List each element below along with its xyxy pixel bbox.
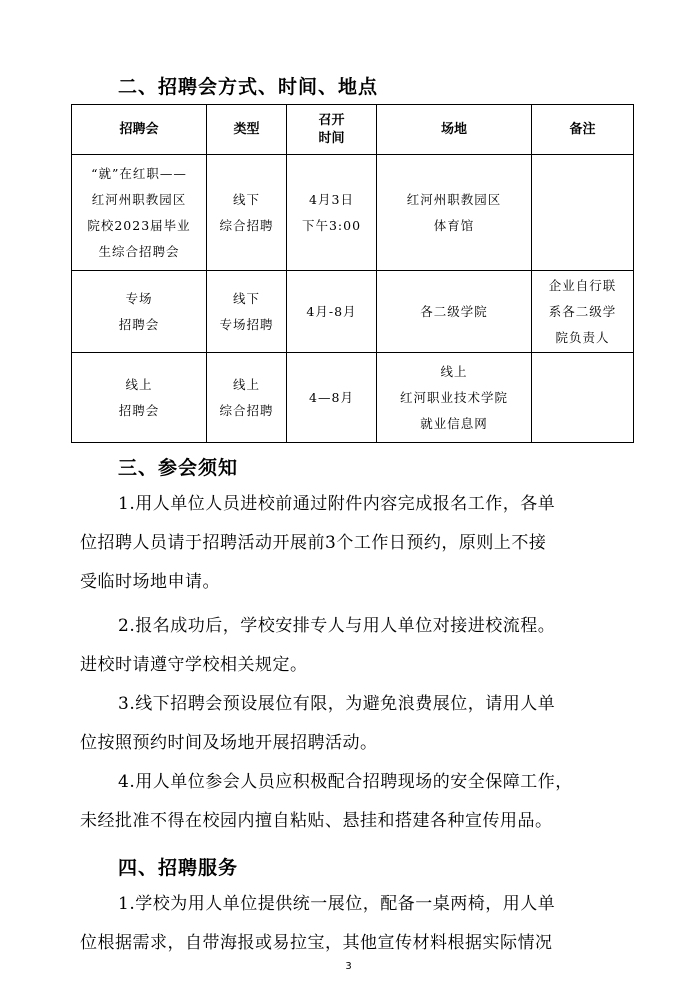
job-fair-table bbox=[71, 104, 634, 443]
table-cell: 专场 招聘会 bbox=[72, 271, 207, 353]
text-line: 1.学校为用人单位提供统一展位，配备一桌两椅，用人单 bbox=[118, 894, 556, 914]
text-line: 进校时请遵守学校相关规定。 bbox=[80, 655, 308, 675]
paragraph-3-2 bbox=[80, 607, 636, 685]
page-number: 3 bbox=[345, 961, 352, 972]
table-cell: 各二级学院 bbox=[377, 271, 532, 353]
header-remarks: 备注 bbox=[532, 105, 634, 155]
table-row bbox=[72, 155, 634, 271]
table-cell: 4月-8月 bbox=[287, 271, 377, 353]
text-line: 3.线下招聘会预设展位有限，为避免浪费展位，请用人单 bbox=[118, 694, 556, 714]
table-cell: 4—8月 bbox=[287, 353, 377, 443]
table-cell bbox=[532, 155, 634, 271]
section-2-heading: 二、招聘会方式、时间、地点 bbox=[118, 76, 379, 98]
paragraph-3-1 bbox=[80, 485, 636, 602]
header-fair: 招聘会 bbox=[72, 105, 207, 155]
text-line: 4.用人单位参会人员应积极配合招聘现场的安全保障工作， bbox=[118, 772, 573, 792]
text-line: 受临时场地申请。 bbox=[80, 572, 220, 592]
paragraph-4-1 bbox=[80, 885, 636, 963]
table-row bbox=[72, 271, 634, 353]
table-cell: 线上 综合招聘 bbox=[207, 353, 287, 443]
table-cell: 企业自行联 系各二级学 院负责人 bbox=[532, 271, 634, 353]
table-cell: 红河州职教园区 体育馆 bbox=[377, 155, 532, 271]
table-cell: 线上 招聘会 bbox=[72, 353, 207, 443]
text-line: 2.报名成功后，学校安排专人与用人单位对接进校流程。 bbox=[118, 616, 556, 636]
text-line: 位根据需求，自带海报或易拉宝，其他宣传材料根据实际情况 bbox=[80, 933, 553, 953]
header-type: 类型 bbox=[207, 105, 287, 155]
text-line: 位按照预约时间及场地开展招聘活动。 bbox=[80, 733, 378, 753]
paragraph-3-4 bbox=[80, 763, 636, 841]
table-cell bbox=[532, 353, 634, 443]
text-line: 未经批准不得在校园内擅自粘贴、悬挂和搭建各种宣传用品。 bbox=[80, 811, 553, 831]
section-3-heading: 三、参会须知 bbox=[118, 457, 239, 479]
text-line: 位招聘人员请于招聘活动开展前3个工作日预约，原则上不接 bbox=[80, 533, 547, 553]
table-cell: “就”在红职—— 红河州职教园区 院校2023届毕业 生综合招聘会 bbox=[72, 155, 207, 271]
table-row bbox=[72, 353, 634, 443]
table-cell: 线下 综合招聘 bbox=[207, 155, 287, 271]
header-venue: 场地 bbox=[377, 105, 532, 155]
text-line: 1.用人单位人员进校前通过附件内容完成报名工作，各单 bbox=[118, 494, 556, 514]
table-header-row bbox=[72, 105, 634, 155]
section-4-heading: 四、招聘服务 bbox=[118, 857, 239, 879]
header-time: 召开 时间 bbox=[287, 105, 377, 155]
table-cell: 线上 红河职业技术学院 就业信息网 bbox=[377, 353, 532, 443]
table-cell: 4月3日 下午3:00 bbox=[287, 155, 377, 271]
paragraph-3-3 bbox=[80, 685, 636, 763]
table-cell: 线下 专场招聘 bbox=[207, 271, 287, 353]
